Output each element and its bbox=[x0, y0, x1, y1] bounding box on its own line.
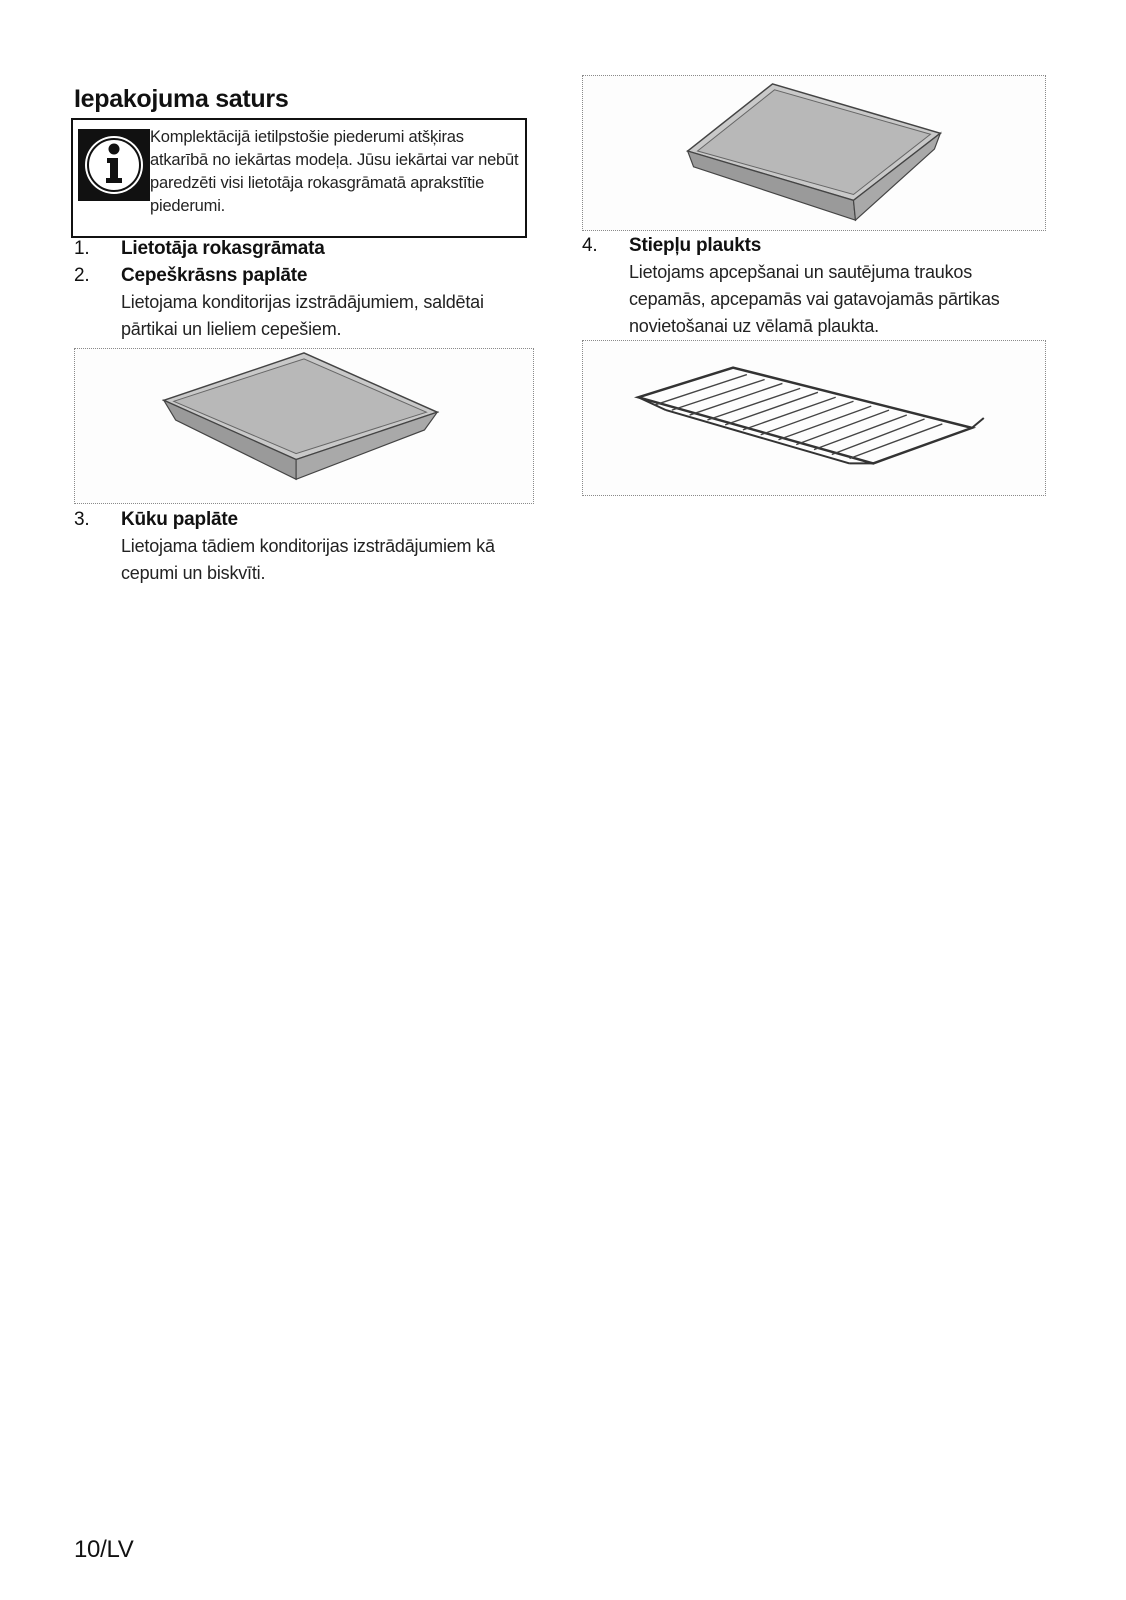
item-title: Lietotāja rokasgrāmata bbox=[121, 238, 325, 259]
item-number: 4. bbox=[582, 235, 598, 256]
item-description: Lietojama tādiem konditorijas izstrādājumiem kā cepumi un biskvīti. bbox=[121, 536, 495, 583]
list-item bbox=[74, 506, 534, 590]
cake-tray-illustration bbox=[582, 75, 1046, 231]
wire-rack-illustration bbox=[582, 340, 1046, 496]
item-number: 2. bbox=[74, 265, 90, 286]
list-item bbox=[582, 232, 1052, 340]
item-title: Stiepļu plaukts bbox=[629, 235, 762, 256]
item-title: Cepeškrāsns paplāte bbox=[121, 265, 308, 286]
note-text: Komplektācijā ietilpstošie piederumi atšķiras atkarībā no iekārtas modeļa. Jūsu iekārtai var nebūt paredzēti visi lietotāja rokasgrāmatā aprakstītie piederumi. bbox=[150, 128, 519, 215]
item-number: 3. bbox=[74, 509, 90, 530]
baking-tray-illustration bbox=[74, 348, 534, 504]
item-description: Lietojama konditorijas izstrādājumiem, saldētai pārtikai un lieliem cepešiem. bbox=[121, 292, 484, 339]
page-title: Iepakojuma saturs bbox=[74, 85, 289, 113]
item-title: Kūku paplāte bbox=[121, 509, 238, 530]
page-number: 10/LV bbox=[74, 1536, 134, 1563]
info-note bbox=[71, 118, 527, 238]
item-number: 1. bbox=[74, 238, 90, 259]
list-item bbox=[74, 235, 534, 262]
item-description: Lietojams apcepšanai un sautējuma traukos cepamās, apcepamās vai gatavojamās pārtikas novietošanai uz vēlamā plaukta. bbox=[629, 262, 1000, 336]
list-item bbox=[74, 262, 534, 346]
info-icon bbox=[78, 129, 150, 201]
